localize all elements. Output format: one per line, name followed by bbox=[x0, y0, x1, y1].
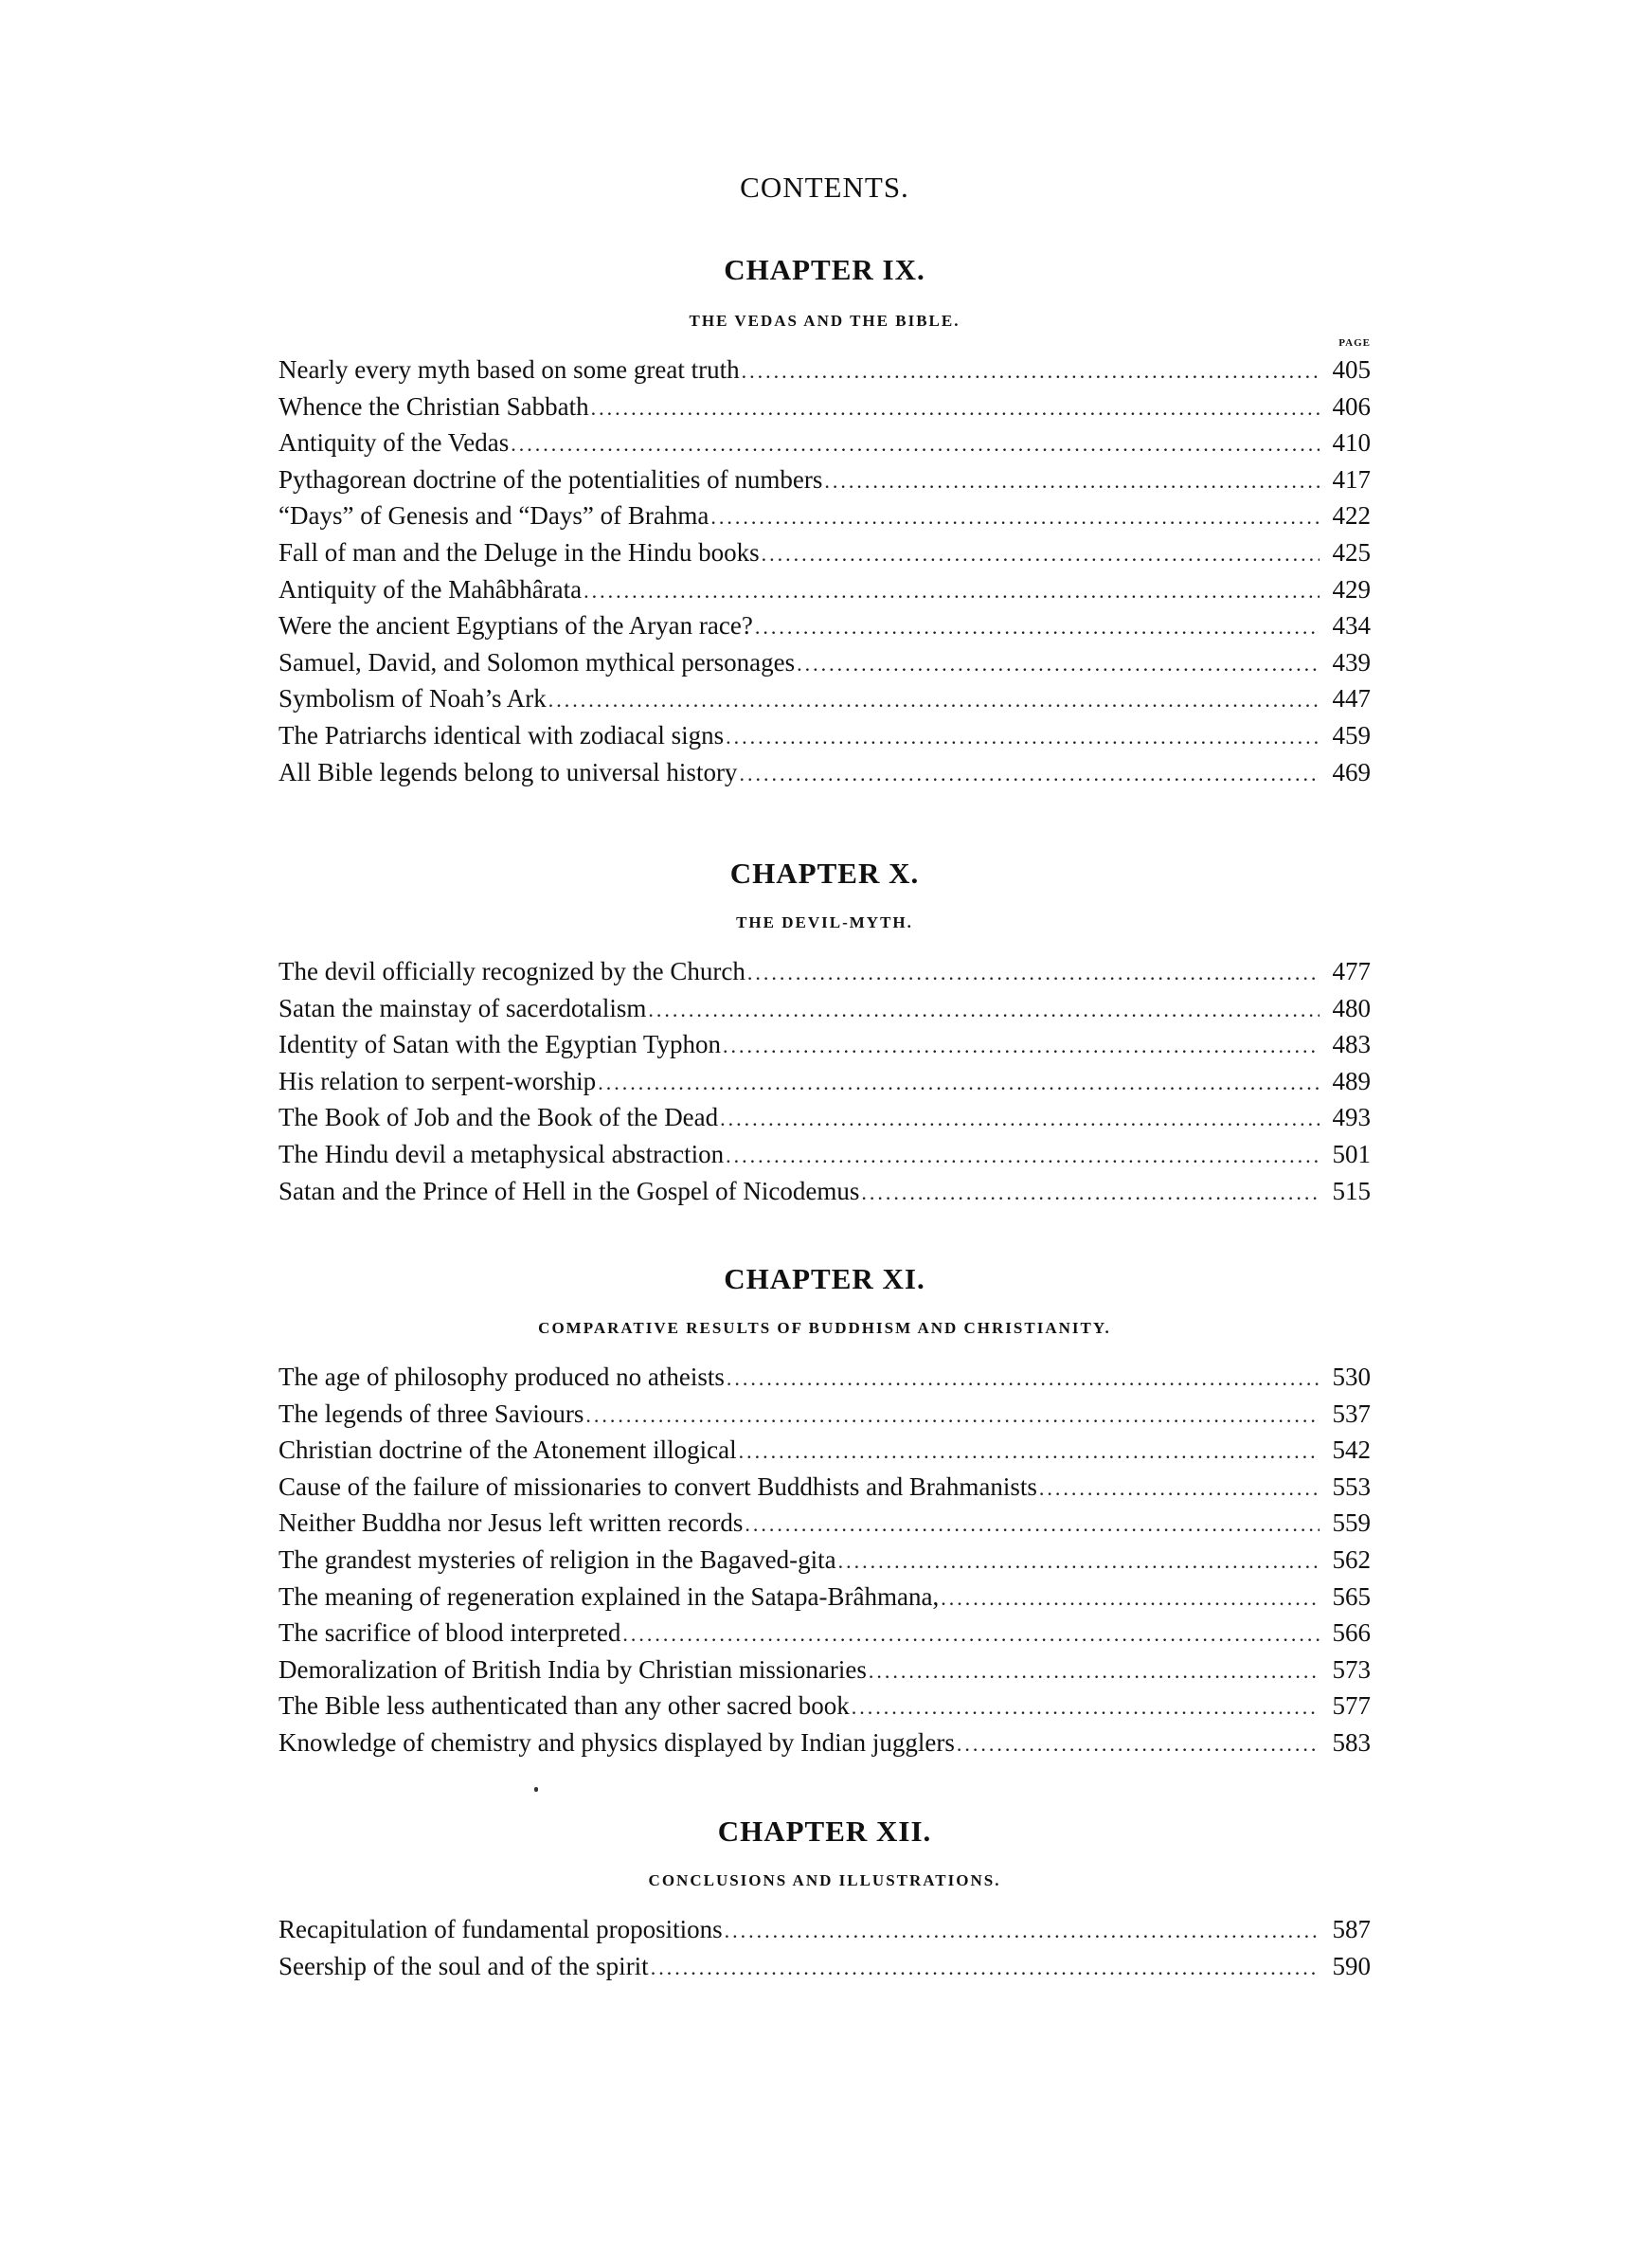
toc-entry[interactable] bbox=[278, 461, 1371, 498]
entry-page-number: 480 bbox=[1332, 993, 1371, 1022]
entry-title: Knowledge of chemistry and physics displayed by Indian jugglers bbox=[278, 1727, 955, 1757]
dot-leader bbox=[548, 682, 1320, 717]
entry-page-number: 459 bbox=[1332, 720, 1371, 749]
dot-leader bbox=[941, 1580, 1320, 1616]
toc-entry[interactable] bbox=[278, 497, 1371, 534]
entry-page-number: 405 bbox=[1332, 355, 1371, 384]
chapter-title: CHAPTER IX. bbox=[724, 253, 925, 286]
dot-leader bbox=[838, 1544, 1320, 1579]
entry-title: Nearly every myth based on some great truth bbox=[278, 355, 740, 384]
entry-page-number: 477 bbox=[1332, 957, 1371, 985]
entry-title: Satan and the Prince of Hell in the Gospel of Nicodemus bbox=[278, 1176, 860, 1205]
entry-page-number: 447 bbox=[1332, 684, 1371, 713]
toc-entry[interactable] bbox=[278, 1136, 1371, 1173]
entry-page-number: 530 bbox=[1332, 1363, 1371, 1391]
entry-page-number: 489 bbox=[1332, 1066, 1371, 1095]
dot-leader bbox=[824, 463, 1320, 498]
dot-leader bbox=[598, 1065, 1320, 1100]
toc-entry[interactable] bbox=[278, 1911, 1371, 1948]
entry-page-number: 515 bbox=[1332, 1176, 1371, 1205]
entry-page-number: 542 bbox=[1332, 1435, 1371, 1465]
toc-entry[interactable] bbox=[278, 1688, 1371, 1724]
entry-title: The devil officially recognized by the Church bbox=[278, 957, 745, 985]
entry-page-number: 439 bbox=[1332, 647, 1371, 677]
entry-title: Fall of man and the Deluge in the Hindu books bbox=[278, 537, 760, 567]
entry-title: The Patriarchs identical with zodiacal signs bbox=[278, 720, 725, 749]
toc-entry[interactable] bbox=[278, 1615, 1371, 1652]
entry-title: Seership of the soul and of the spirit bbox=[278, 1951, 649, 1980]
dot-leader bbox=[745, 1507, 1320, 1542]
entry-title: The Hindu devil a metaphysical abstraction bbox=[278, 1139, 725, 1168]
entry-title: The Book of Job and the Book of the Dead bbox=[278, 1103, 719, 1132]
entry-page-number: 553 bbox=[1332, 1472, 1371, 1501]
entry-page-number: 483 bbox=[1332, 1030, 1371, 1059]
entry-title: “Days” of Genesis and “Days” of Brahma bbox=[278, 501, 709, 531]
entry-title: Recapitulation of fundamental propositions bbox=[278, 1915, 723, 1943]
chapter-x bbox=[278, 855, 1371, 1209]
chapter-xi bbox=[278, 1260, 1371, 1761]
entry-title: The Bible less authenticated than any other sacred book bbox=[278, 1691, 850, 1721]
toc-entry[interactable] bbox=[278, 1542, 1371, 1579]
entry-title: All Bible legends belong to universal history bbox=[278, 757, 738, 786]
toc-entry[interactable] bbox=[278, 352, 1371, 388]
entry-title: Pythagorean doctrine of the potentialities of numbers bbox=[278, 464, 823, 494]
chapter-xi-entries bbox=[278, 1359, 1371, 1761]
entry-title: Whence the Christian Sabbath bbox=[278, 391, 589, 421]
toc-entry[interactable] bbox=[278, 1063, 1371, 1100]
toc-entry[interactable] bbox=[278, 1432, 1371, 1469]
chapter-subtitle: THE DEVIL-MYTH. bbox=[736, 913, 913, 931]
dot-leader bbox=[723, 1028, 1320, 1063]
entry-title: Were the ancient Egyptians of the Aryan race? bbox=[278, 611, 753, 641]
entry-title: His relation to serpent-worship bbox=[278, 1066, 597, 1095]
dot-leader bbox=[584, 573, 1320, 608]
entry-page-number: 573 bbox=[1332, 1654, 1371, 1684]
chapter-ix-entries bbox=[278, 352, 1371, 790]
toc-entry[interactable] bbox=[278, 1173, 1371, 1210]
dot-leader bbox=[1039, 1471, 1320, 1506]
dot-leader bbox=[762, 536, 1320, 571]
chapter-x-entries bbox=[278, 953, 1371, 1209]
toc-entry[interactable] bbox=[278, 717, 1371, 754]
chapter-title: CHAPTER XII. bbox=[717, 1815, 932, 1848]
toc-entry[interactable] bbox=[278, 607, 1371, 644]
dot-leader bbox=[591, 390, 1320, 425]
entry-title: Identity of Satan with the Egyptian Typhon bbox=[278, 1030, 722, 1059]
entry-title: Antiquity of the Vedas bbox=[278, 428, 510, 458]
page-column-label: PAGE bbox=[1338, 337, 1371, 349]
dot-leader bbox=[726, 1138, 1320, 1173]
dot-leader bbox=[725, 1913, 1320, 1948]
dot-leader bbox=[648, 992, 1320, 1027]
toc-entry[interactable] bbox=[278, 1948, 1371, 1985]
toc-entry[interactable] bbox=[278, 1026, 1371, 1063]
dot-leader bbox=[726, 719, 1320, 754]
entry-page-number: 583 bbox=[1332, 1727, 1371, 1757]
entry-title: Christian doctrine of the Atonement illogical bbox=[278, 1435, 737, 1465]
chapter-ix bbox=[278, 251, 1371, 790]
entry-page-number: 410 bbox=[1332, 428, 1371, 458]
dot-leader bbox=[755, 609, 1320, 644]
dot-leader bbox=[710, 499, 1320, 534]
entry-title: Cause of the failure of missionaries to convert Buddhists and Brahmanists bbox=[278, 1472, 1037, 1501]
dot-leader bbox=[720, 1101, 1320, 1136]
entry-page-number: 501 bbox=[1332, 1139, 1371, 1168]
toc-entry[interactable] bbox=[278, 953, 1371, 990]
toc-entry[interactable] bbox=[278, 1724, 1371, 1761]
toc-entry[interactable] bbox=[278, 644, 1371, 681]
entry-page-number: 493 bbox=[1332, 1103, 1371, 1132]
toc-entry[interactable] bbox=[278, 1579, 1371, 1616]
dot-leader bbox=[739, 756, 1320, 791]
toc-entry[interactable] bbox=[278, 680, 1371, 717]
entry-page-number: 587 bbox=[1332, 1915, 1371, 1943]
entry-title: Neither Buddha nor Jesus left written records bbox=[278, 1508, 744, 1538]
dot-leader bbox=[585, 1398, 1320, 1433]
entry-title: The legends of three Saviours bbox=[278, 1399, 584, 1428]
toc-entry[interactable] bbox=[278, 1505, 1371, 1542]
toc-entry[interactable] bbox=[278, 534, 1371, 571]
entry-page-number: 566 bbox=[1332, 1618, 1371, 1648]
chapter-subtitle: CONCLUSIONS AND ILLUSTRATIONS. bbox=[648, 1871, 1001, 1889]
entry-page-number: 469 bbox=[1332, 757, 1371, 786]
dot-leader bbox=[747, 955, 1320, 990]
entry-title: The meaning of regeneration explained in the Satapa-Brâhmana, bbox=[278, 1581, 940, 1611]
toc-entry[interactable] bbox=[278, 388, 1371, 425]
entry-page-number: 417 bbox=[1332, 464, 1371, 494]
chapter-title: CHAPTER X. bbox=[729, 857, 920, 890]
contents-heading: CONTENTS. bbox=[740, 171, 909, 204]
dot-leader bbox=[742, 353, 1320, 388]
entry-page-number: 406 bbox=[1332, 391, 1371, 421]
stray-ink-mark bbox=[534, 1787, 538, 1792]
toc-entry[interactable] bbox=[278, 1469, 1371, 1506]
entry-title: Satan the mainstay of sacerdotalism bbox=[278, 993, 647, 1022]
chapter-xii bbox=[278, 1813, 1371, 1984]
toc-entry[interactable] bbox=[278, 990, 1371, 1027]
dot-leader bbox=[511, 426, 1320, 461]
entry-page-number: 590 bbox=[1332, 1951, 1371, 1980]
dot-leader bbox=[727, 1361, 1320, 1396]
toc-entry[interactable] bbox=[278, 1099, 1371, 1136]
entry-title: The age of philosophy produced no atheists bbox=[278, 1363, 725, 1391]
toc-entry[interactable] bbox=[278, 754, 1371, 791]
entry-title: Samuel, David, and Solomon mythical personages bbox=[278, 647, 796, 677]
chapter-xii-entries bbox=[278, 1911, 1371, 1984]
entry-title: Antiquity of the Mahâbhârata bbox=[278, 574, 583, 604]
toc-entry[interactable] bbox=[278, 424, 1371, 461]
dot-leader bbox=[869, 1653, 1320, 1688]
dot-leader bbox=[739, 1434, 1320, 1469]
entry-title: The sacrifice of blood interpreted bbox=[278, 1618, 621, 1648]
dot-leader bbox=[861, 1175, 1320, 1210]
entry-page-number: 425 bbox=[1332, 537, 1371, 567]
entry-page-number: 429 bbox=[1332, 574, 1371, 604]
toc-entry[interactable] bbox=[278, 1359, 1371, 1396]
dot-leader bbox=[957, 1726, 1320, 1761]
entry-page-number: 565 bbox=[1332, 1581, 1371, 1611]
dot-leader bbox=[622, 1616, 1320, 1652]
toc-entry[interactable] bbox=[278, 1652, 1371, 1688]
dot-leader bbox=[797, 646, 1320, 681]
entry-title: Demoralization of British India by Christian missionaries bbox=[278, 1654, 867, 1684]
entry-page-number: 577 bbox=[1332, 1691, 1371, 1721]
toc-entry[interactable] bbox=[278, 571, 1371, 608]
chapter-title: CHAPTER XI. bbox=[724, 1262, 925, 1295]
entry-page-number: 434 bbox=[1332, 611, 1371, 641]
chapter-subtitle: COMPARATIVE RESULTS OF BUDDHISM AND CHRISTIANITY. bbox=[538, 1319, 1111, 1337]
entry-title: Symbolism of Noah’s Ark bbox=[278, 684, 547, 713]
entry-page-number: 422 bbox=[1332, 501, 1371, 531]
entry-page-number: 562 bbox=[1332, 1544, 1371, 1574]
chapter-subtitle: THE VEDAS AND THE BIBLE. bbox=[689, 312, 961, 330]
entry-title: The grandest mysteries of religion in the Bagaved-gita bbox=[278, 1544, 836, 1574]
dot-leader bbox=[852, 1689, 1320, 1724]
entry-page-number: 559 bbox=[1332, 1508, 1371, 1538]
dot-leader bbox=[651, 1950, 1320, 1985]
entry-page-number: 537 bbox=[1332, 1399, 1371, 1428]
toc-entry[interactable] bbox=[278, 1396, 1371, 1433]
